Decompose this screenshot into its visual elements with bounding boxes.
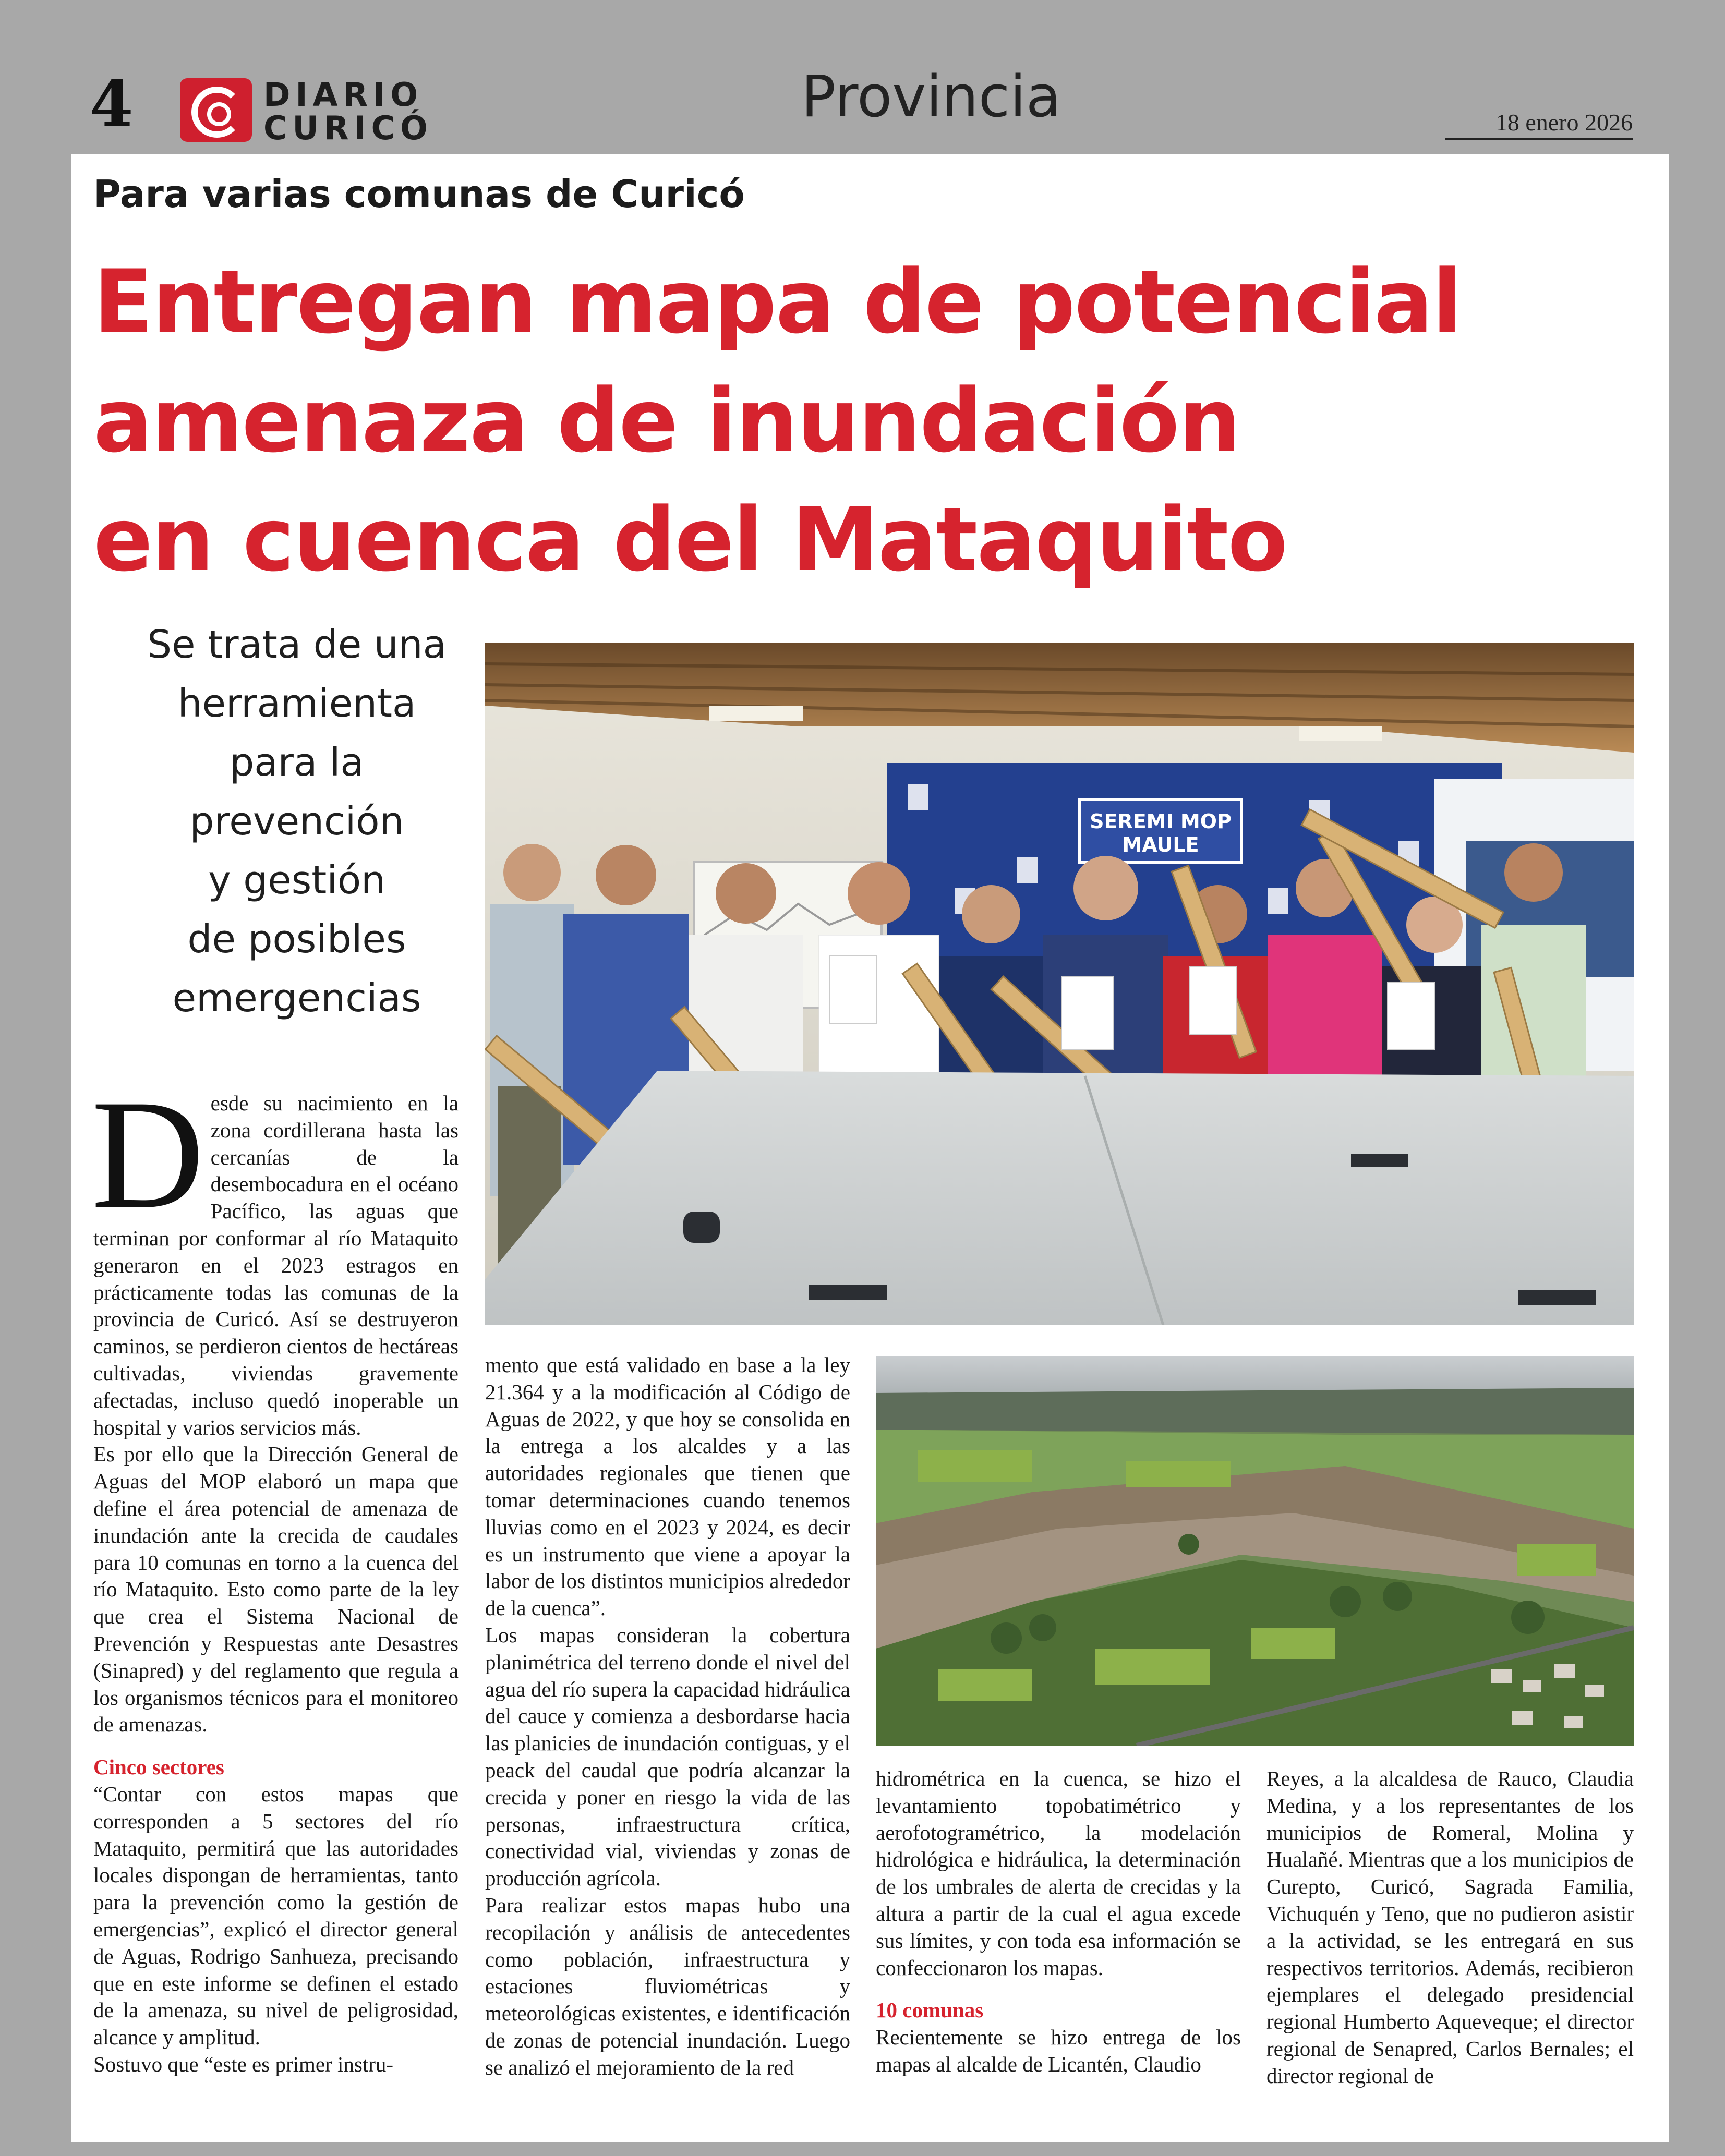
deck-line: de posibles [187,917,406,962]
diario-curico-logo-icon [180,78,252,142]
headline [93,243,1658,599]
kicker: Para varias comunas de Curicó [93,172,745,216]
deck [93,615,500,1028]
date-rule [1445,138,1633,140]
column-1 [91,1068,459,2078]
group-photo [485,643,1634,1325]
subhead-10-comunas: 10 comunas [876,1998,984,2022]
banner-text-2: MAULE [1122,833,1199,856]
col1-paragraph-1: esde su nacimiento en la zona cordillerana hasta las cercanías de la desembocadura en el océano Pacífico, las aguas que terminan por conformar al río Mataquito generaron en el 2023 estragos en prácticamente todas las comunas de la provincia de Curicó. Así se destruyeron caminos, se perdieron cientos de hectáreas cultivadas, viviendas gravemente afectadas, incluso quedó inoperable un hospital y varios servicios más. [93,1091,459,1439]
subhead-cinco-sectores: Cinco sectores [93,1755,224,1779]
col1-paragraph-3: “Contar con estos mapas que corresponden a 5 sectores del río Mataquito, permitirá que las autoridades locales dispongan de herramientas, tanto para la prevención como la gestión de emergencias”, explicó el director general de Aguas, Rodrigo Sanhueza, precisando que en este informe se definen el estado de la amenaza, su nivel de peligrosidad, alcance y amplitud. [93,1782,459,2050]
masthead [0,0,1725,151]
brand-line-2: CURICÓ [263,109,433,147]
col3-paragraph-1: hidrométrica en la cuenca, se hizo el levantamiento topobatimétrico y aerofotogramétrico, la modelación hidrológica e hidráulica, la determinación de los umbrales de alerta de crecidas y la altura a partir de la cual el agua excede sus límites, y con toda esa información se confeccionaron los mapas. [876,1766,1241,1980]
drop-cap: D [91,1068,204,1241]
deck-line: para la [230,740,364,785]
col4-paragraph-1: Reyes, a la alcaldesa de Rauco, Claudia Medina, y a los representantes de los municipios de Romeral, Molina y Hualañé. Mientras que a los municipios de Curepto, Curicó, Sagrada Familia, Vichuquén y Teno, que no pudieron asistir a la actividad, se les entregará en sus respectivos territorios. Además, recibieron ejemplares el delegado presidencial regional Humberto Aqueveque; el director regional de Senapred, Carlos Bernales; el director regional de [1266,1766,1634,2088]
aerial-flood-photo [876,1356,1634,1746]
column-2 [485,1352,850,2081]
deck-line: emergencias [172,976,421,1021]
headline-line-1: Entregan mapa de potencial [93,251,1462,353]
article-sheet [71,154,1669,2142]
deck-line: y gestión [208,858,386,903]
deck-line: Se trata de una [147,622,447,667]
col1-paragraph-2: Es por ello que la Dirección General de Aguas del MOP elaboró un mapa que define el área potencial de amenaza de inundación ante la crecida de caudales para 10 comunas en torno a la cuenca del río Mataquito. Esto como parte de la ley que crea el Sistema Nacional de Prevención y Respuestas ante Desastres (Sinapred) y del reglamento que regula a los organismos técnicos para el monitoreo de amenazas. [93,1442,459,1737]
col2-paragraph-1: mento que está validado en base a la ley 21.364 y a la modificación al Código de Aguas de 2022, y que hoy se consolida en la entrega a los alcaldes y a las autoridades regionales que tienen que tomar determinaciones cuando tenemos lluvias como en el 2023 y 2024, es decir es un instrumento que viene a apoyar la labor de los distintos municipios alrededor de la cuenca”. [485,1353,850,1620]
col2-paragraph-3: Para realizar estos mapas hubo una recopilación y análisis de antecedentes como población, infraestructura y estaciones fluviométricas y meteorológicas existentes, e identificación de zonas de potencial inundación. Luego se analizó el mejoramiento de la red [485,1893,850,2079]
brand-line-1: DIARIO [263,76,424,114]
headline-line-3: en cuenca del Mataquito [93,489,1287,591]
col3-paragraph-2: Recientemente se hizo entrega de los mapas al alcalde de Licantén, Claudio [876,2025,1241,2076]
section-title: Provincia [801,63,1061,130]
col1-paragraph-4: Sostuvo que “este es primer instru- [93,2052,394,2076]
banner-text-1: SEREMI MOP [1090,810,1232,833]
issue-date: 18 enero 2026 [1495,109,1633,136]
brand-name [263,78,433,145]
deck-line: prevención [189,799,404,844]
column-3 [876,1765,1241,2078]
page-number: 4 [90,67,134,141]
column-4 [1266,1765,1634,2090]
col2-paragraph-2: Los mapas consideran la cobertura planimétrica del terreno donde el nivel del agua del río supera la capacidad hidráulica del cauce y comienza a desbordarse hacia las planicies de inundación contiguas, y el peack del caudal que podría alcanzar la crecida y poner en riesgo la vida de las personas, infraestructura crítica, conectividad vial, viviendas y zonas de producción agrícola. [485,1622,850,1891]
deck-line: herramienta [177,681,416,726]
headline-line-2: amenaza de inundación [93,370,1240,472]
